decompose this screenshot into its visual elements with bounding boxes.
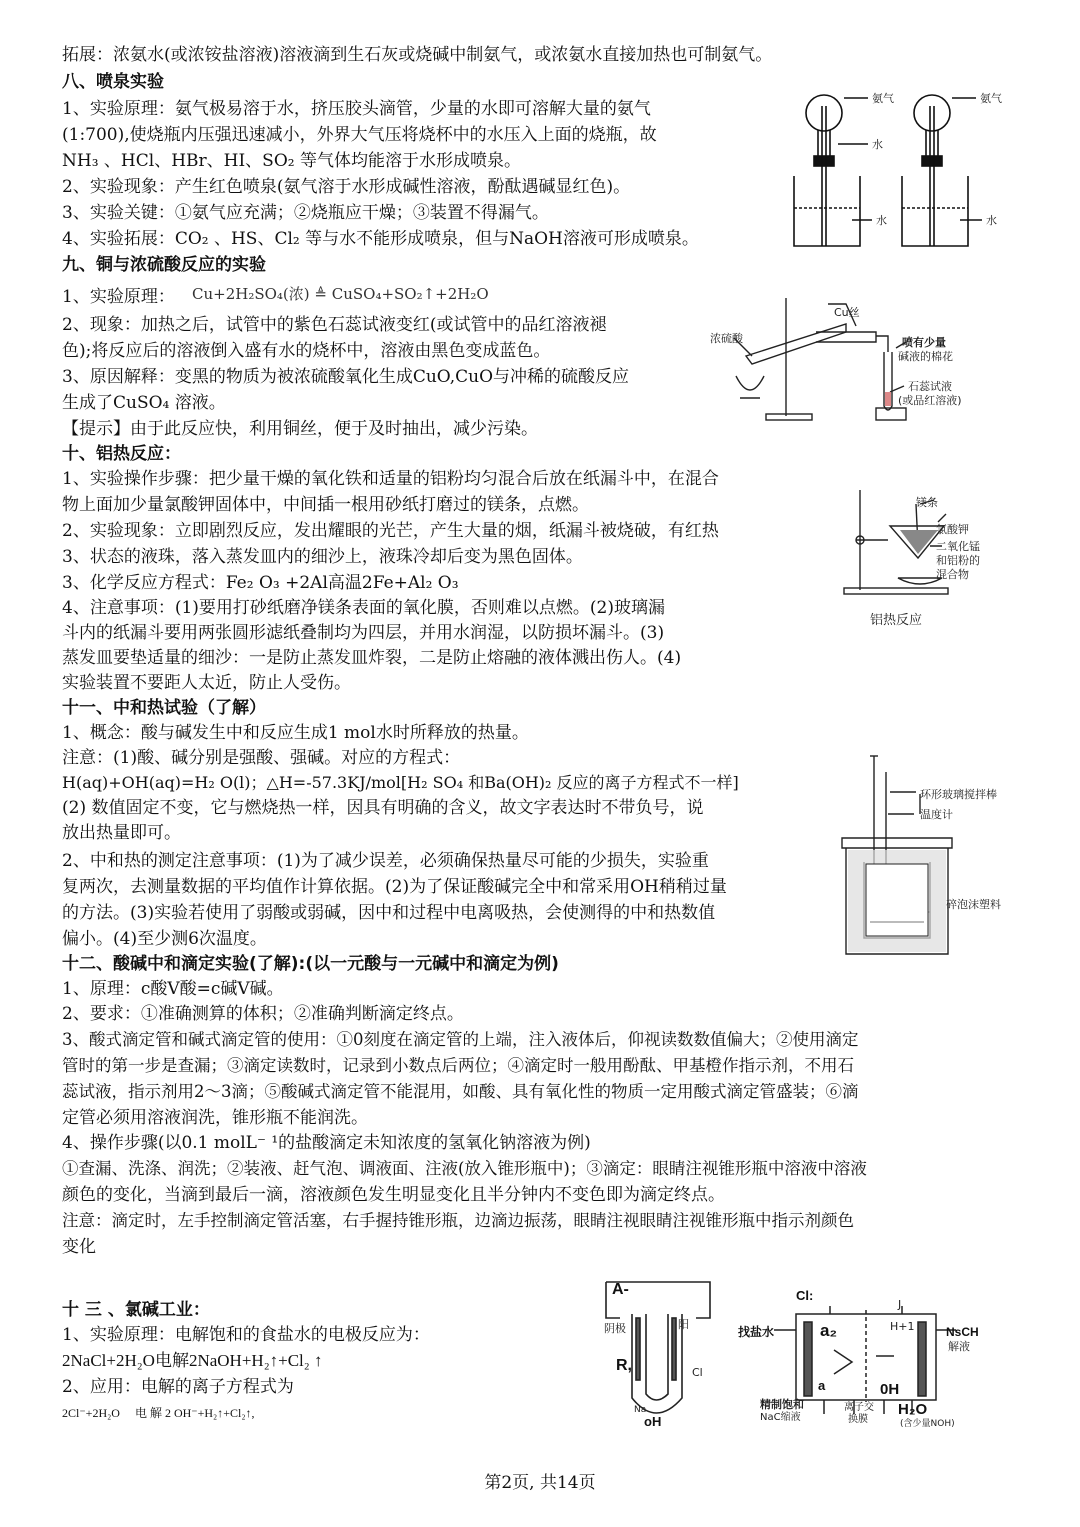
mix-label-2: 和铝粉的 — [936, 554, 980, 567]
cotton-label-2: 碱液的棉花 — [898, 350, 953, 363]
text-line: NH₃ 、HCl、HBr、HI、SO₂ 等气体均能溶于水形成喷泉。 — [62, 151, 521, 171]
refined-brine-label-2: NaC缩液 — [760, 1412, 801, 1423]
text-line: 2、实验现象：立即剧烈反应，发出耀眼的光芒，产生大量的烟，纸漏斗被烧破，有红热 — [62, 521, 719, 541]
text-line: 4、实验拓展：CO₂ 、HS、Cl₂ 等与水不能形成喷泉，但与NaOH溶液可形成喷泉。 — [62, 229, 699, 249]
text-line: 颜色的变化，当滴到最后一滴，溶液颜色发生明显变化且半分钟内不变色即为滴定终点。 — [62, 1185, 725, 1205]
text-line: 物上面加少量氯酸钾固体中，中间插一根用砂纸打磨过的镁条，点燃。 — [62, 495, 589, 515]
text-line: (2) 数值固定不变，它与燃烧热一样，因具有明确的含义，故文字表达时不带负号，说 — [62, 798, 704, 818]
cell-h2o-label: H₂O — [898, 1401, 928, 1418]
text-line: 2、实验现象：产生红色喷泉(氨气溶于水形成碱性溶液，酚酞遇碱显红色)。 — [62, 177, 631, 197]
text-line: (1:700),使烧瓶内压强迅速减小，外界大气压将烧杯中的水压入上面的烧瓶，故 — [62, 125, 657, 145]
thermite-figure — [838, 486, 1018, 636]
stirrer-label: 环形玻璃搅拌棒 — [920, 788, 997, 801]
thermite-caption: 铝热反应 — [870, 613, 923, 628]
cell-oh-label: 0H — [880, 1381, 900, 1398]
thermometer-label: 温度计 — [920, 808, 953, 821]
section-heading: 十、铝热反应： — [62, 444, 181, 464]
text-line: 1、实验原理：电解饱和的食盐水的电极反应为： — [62, 1325, 430, 1345]
cell-cl-label: Cl: — [796, 1288, 814, 1303]
text-line: 放出热量即可。 — [62, 823, 181, 843]
text-line: 变化 — [62, 1237, 96, 1257]
text-line: 2Cl⁻+2H₂O 电 解 2 OH⁻+H₂↑+Cl₂↑, — [62, 1406, 255, 1420]
conc-acid-label: 浓硫酸 — [710, 332, 743, 345]
text-line: 2、要求：①准确测算的体积；②准确判断滴定终点。 — [62, 1004, 464, 1024]
nsch-label: NsCH — [946, 1325, 979, 1339]
text-line: 3、化学反应方程式：Fe₂ O₃ +2Al高温2Fe+Al₂ O₃ — [62, 573, 459, 593]
litmus-label-2: (或品红溶液) — [898, 394, 962, 407]
section-heading: 十一、中和热试验（了解） — [62, 698, 266, 718]
cell-a2-label: a₂ — [820, 1321, 838, 1340]
cu-equation: Cu+2H₂SO₄(浓) ≜ CuSO₄+SO₂↑+2H₂O — [192, 285, 489, 303]
page-footer: 第2页, 共14页 — [484, 1473, 596, 1493]
mg-label: 镁条 — [916, 496, 938, 509]
text-line: 3、状态的液珠，落入蒸发皿内的细沙上，液珠冷却后变为黑色固体。 — [62, 547, 583, 567]
litmus-label-1: 石蕊试液 — [908, 380, 952, 393]
ion-membrane-label-2: 换膜 — [848, 1414, 868, 1425]
mix-label-3: 混合物 — [936, 568, 969, 581]
text-line: 4、操作步骤(以0.1 molL⁻ ¹的盐酸滴定未知浓度的氢氧化钠溶液为例) — [62, 1133, 591, 1153]
water-label-2: 水 — [986, 214, 997, 227]
text-line: 偏小。(4)至少测6次温度。 — [62, 929, 267, 949]
utube-r-label: R, — [616, 1357, 632, 1374]
brine-label: 找盐水 — [738, 1325, 775, 1339]
mix-label-1: 二氧化锰 — [936, 540, 980, 553]
section-heading: 九、铜与浓硫酸反应的实验 — [62, 255, 266, 275]
text-line: 3、原因解释：变黑的物质为被浓硫酸氧化生成CuO,CuO与冲稀的硫酸反应 — [62, 367, 630, 387]
text-line: 1、实验原理：氨气极易溶于水，挤压胶头滴管，少量的水即可溶解大量的氨气 — [62, 99, 651, 119]
text-line: 实验装置不要距人太近，防止人受伤。 — [62, 673, 351, 693]
anode-label: 阳 — [678, 1318, 689, 1331]
fountain-figure — [782, 88, 1044, 254]
cotton-label-1: 喷有少量 — [902, 336, 946, 349]
u-tube-figure — [600, 1278, 720, 1428]
text-line: 【提示】由于此反应快，利用铜丝，便于及时抽出，减少污染。 — [62, 419, 538, 439]
cell-h2o-sub-label: (含少量NOH) — [900, 1419, 955, 1429]
text-line: 蒸发皿要垫适量的细沙：一是防止蒸发皿炸裂，二是防止熔融的液体溅出伤人。(4) — [62, 648, 682, 668]
chlor-alkali-cell-figure — [734, 1286, 994, 1434]
gas-label: 氨气 — [872, 92, 894, 105]
jieye-label: 解液 — [948, 1340, 970, 1353]
section-heading: 十 三 、氯碱工业： — [62, 1300, 210, 1320]
text-line: 生成了CuSO₄ 溶液。 — [62, 393, 226, 413]
text-line: 注意：(1)酸、碱分别是强酸、强碱。对应的方程式： — [62, 748, 461, 768]
ion-membrane-label-1: 离子交 — [844, 1402, 874, 1413]
text-line: 3、酸式滴定管和碱式滴定管的使用：①0刻度在滴定管的上端，注入液体后，仰视读数数值偏大；②使用滴定 — [62, 1030, 859, 1049]
text-line: 3、实验关键：①氨气应充满；②烧瓶应干燥；③装置不得漏气。 — [62, 203, 549, 223]
text-line: 1、概念：酸与碱发生中和反应生成1 mol水时所释放的热量。 — [62, 723, 529, 743]
utube-a-label: A- — [612, 1281, 629, 1298]
cell-j-label: J — [898, 1298, 902, 1311]
text-line: ①查漏、洗涤、润洗；②装液、赶气泡、调液面、注液(放入锥形瓶中)；③滴定：眼睛注视锥形瓶中溶液中溶液 — [62, 1159, 867, 1178]
text-line: 2、应用：电解的离子方程式为 — [62, 1377, 294, 1397]
text-line: 1、原理：c酸V酸=c碱V碱。 — [62, 979, 284, 999]
text-line: 1、实验操作步骤：把少量干燥的氧化铁和适量的铝粉均匀混合后放在纸漏斗中，在混合 — [62, 469, 719, 489]
text-line: 注意：滴定时，左手控制滴定管活塞，右手握持锥形瓶，边滴边振荡，眼睛注视眼睛注视锥形瓶中指示剂颜色 — [62, 1211, 854, 1230]
utube-na-label: Na — [634, 1405, 647, 1415]
text-line: 管时的第一步是查漏；③滴定读数时，记录到小数点后两位；④滴定时一般用酚酞、甲基橙作指示剂，不用石 — [62, 1056, 854, 1075]
text-line: 2NaCl+2H₂O电解2NaOH+H₂↑+Cl₂ ↑ — [62, 1351, 323, 1370]
text-line: 蕊试液，指示剂用2～3滴；⑤酸碱式滴定管不能混用，如酸、具有氧化性的物质一定用酸式滴定管盛装；⑥滴 — [62, 1082, 859, 1101]
text-line: 拓展：浓氨水(或浓铵盐溶液)溶液滴到生石灰或烧碱中制氨气，或浓氨水直接加热也可制氨气。 — [62, 45, 773, 65]
text-line: 复两次，去测量数据的平均值作计算依据。(2)为了保证酸碱完全中和常采用OH稍稍过量 — [62, 877, 727, 897]
calorimeter-figure — [840, 752, 1040, 962]
section-heading: 八、喷泉实验 — [62, 72, 164, 92]
kclo3-label: 氯酸钾 — [936, 523, 969, 536]
refined-brine-label-1: 精制饱和 — [760, 1398, 804, 1411]
foam-label: 碎泡沫塑料 — [946, 898, 1001, 911]
cell-a-label: a — [818, 1378, 826, 1393]
water-drop-label: 水 — [872, 138, 883, 151]
text-line: 1、实验原理： — [62, 287, 175, 307]
text-line: 定管必须用溶液润洗，锥形瓶不能润洗。 — [62, 1108, 368, 1128]
text-line: 斗内的纸漏斗要用两张圆形滤纸叠制均为四层，并用水润湿，以防损坏漏斗。(3) — [62, 623, 665, 643]
text-line: 2、中和热的测定注意事项：(1)为了减少误差，必须确保热量尽可能的少损失，实验重 — [62, 851, 709, 871]
utube-cl-label: Cl — [692, 1366, 703, 1379]
gas-label-2: 氨气 — [980, 92, 1002, 105]
text-line: 色);将反应后的溶液倒入盛有水的烧杯中，溶液由黑色变成蓝色。 — [62, 341, 551, 361]
cathode-label: 阴极 — [604, 1322, 626, 1335]
text-line: 2、现象：加热之后，试管中的紫色石蕊试液变红(或试管中的品红溶液褪 — [62, 315, 607, 335]
utube-oh-label: oH — [644, 1414, 662, 1428]
section-heading: 十二、酸碱中和滴定实验(了解):(以一元酸与一元碱中和滴定为例) — [62, 954, 559, 974]
text-line: 的方法。(3)实验若使用了弱酸或弱碱，因中和过程中电离吸热，会使测得的中和热数值 — [62, 903, 716, 923]
water-label: 水 — [876, 214, 887, 227]
copper-acid-figure — [706, 296, 976, 436]
cell-h-label: H+1 — [890, 1320, 915, 1333]
cu-wire-label: Cu丝 — [834, 306, 860, 319]
text-line: 4、注意事项：(1)要用打砂纸磨净镁条表面的氧化膜，否则难以点燃。(2)玻璃漏 — [62, 598, 665, 618]
text-line: H(aq)+OH(aq)=H₂ O(l)；△H=-57.3KJ/mol[H₂ SO₄ 和Ba(OH)₂ 反应的离子方程式不一样] — [62, 773, 739, 792]
